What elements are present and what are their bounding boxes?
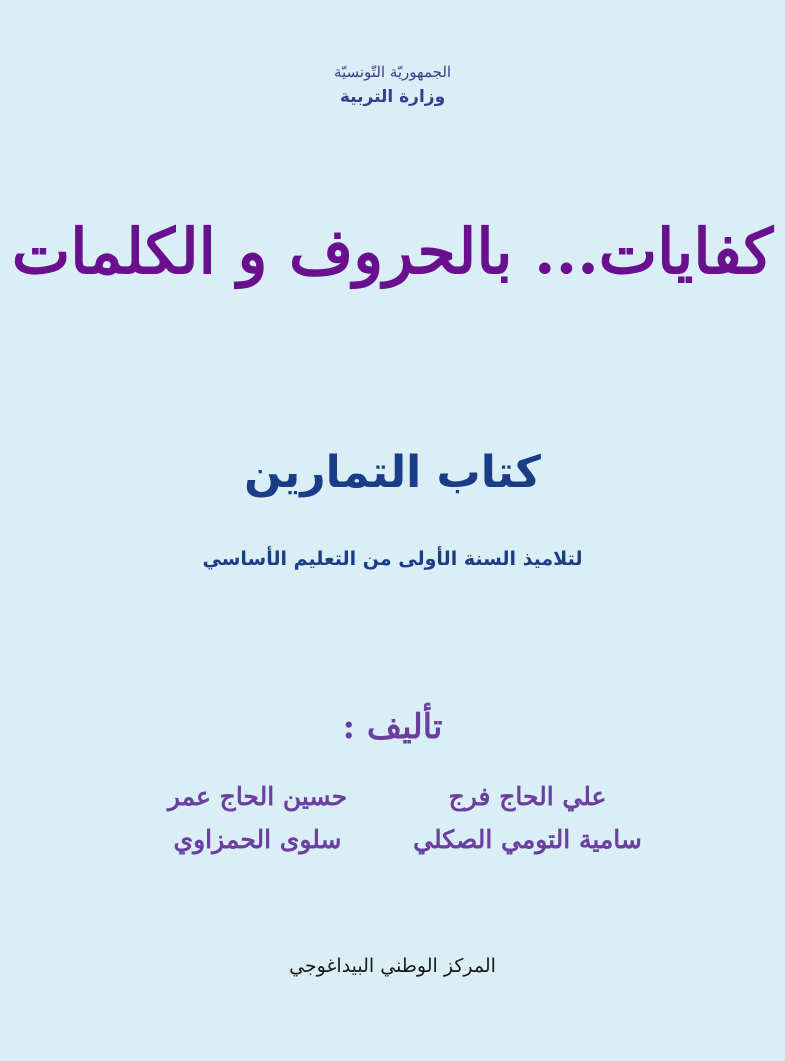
ministry-line: وزارة التربية (339, 87, 446, 108)
republic-line: الجمهوريّة التّونسيّة (333, 63, 452, 81)
cover-header (0, 62, 785, 109)
subtitle: كتاب التمارين (244, 447, 541, 498)
authors-list (0, 782, 785, 854)
authors-row (0, 825, 785, 854)
page-title: كفايات... بالحروف و الكلمات (11, 215, 774, 288)
author-name: سلوى الحمزاوي (173, 825, 342, 854)
authors-label: تأليف : (342, 707, 443, 747)
authors-row (0, 782, 785, 811)
author-name: علي الحاج فرج (448, 782, 607, 811)
author-name: حسين الحاج عمر (167, 782, 348, 811)
author-name: سامية التومي الصكلي (413, 825, 642, 854)
subtitle-note: لتلاميذ السنة الأولى من التعليم الأساسي (202, 548, 583, 570)
publisher-line: المركز الوطني البيداغوجي (289, 955, 496, 977)
